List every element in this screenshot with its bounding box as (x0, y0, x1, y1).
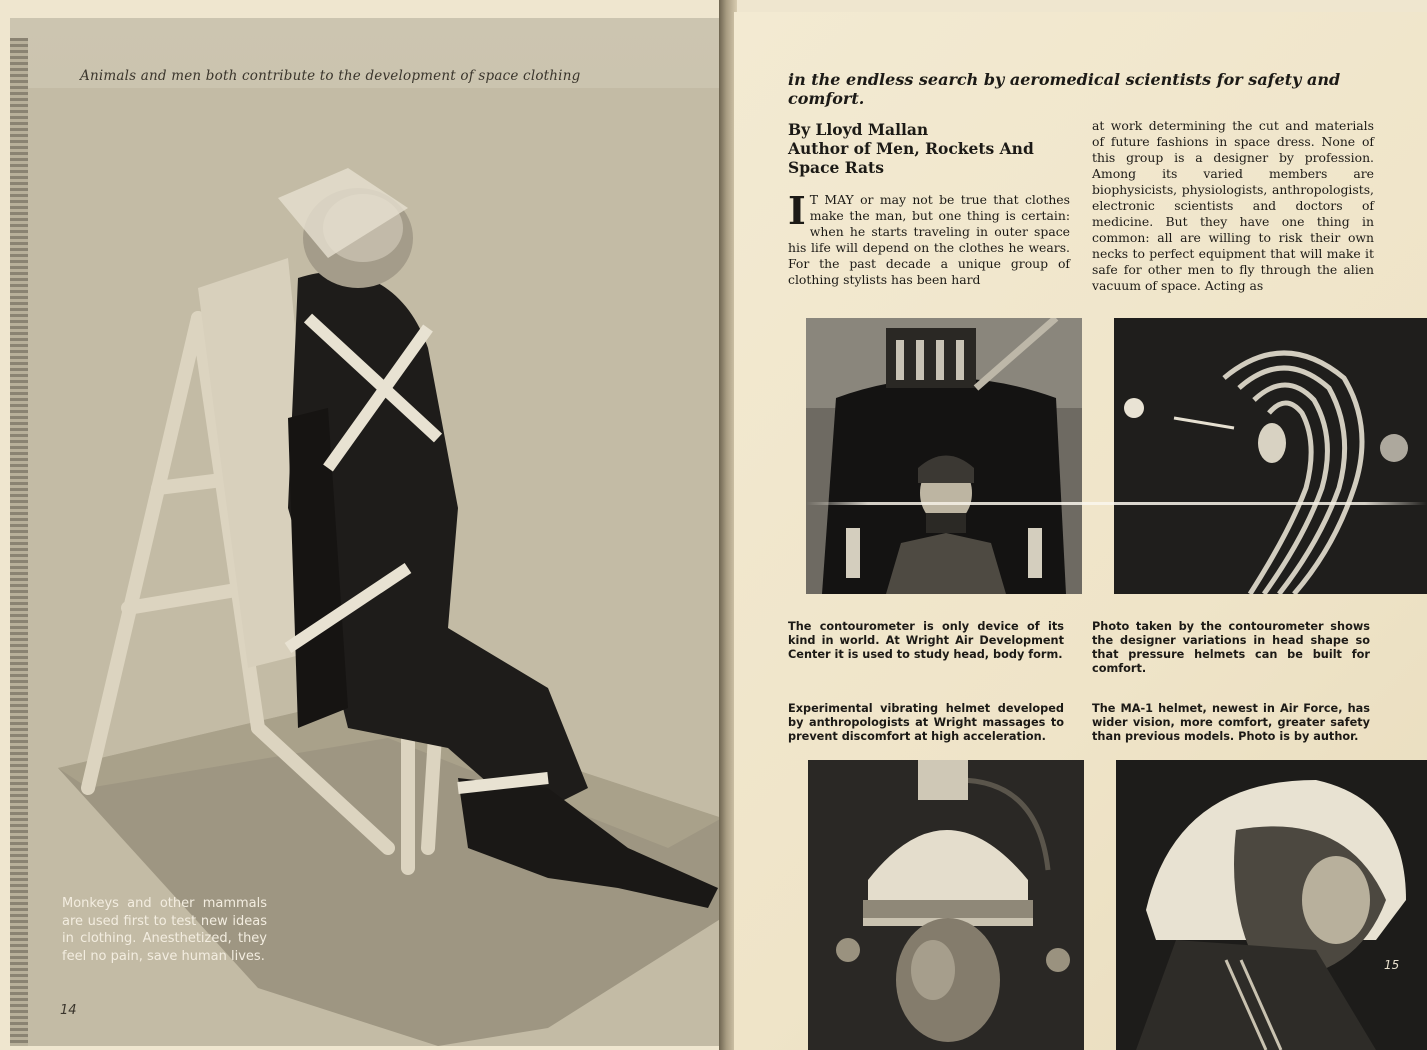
page-number: 14 (60, 1003, 77, 1018)
left-photo-caption: Monkeys and other mammals are used first to test new ideas in clothing. Anesthetized, they feel no pain, save human lives. (62, 896, 267, 964)
byline-credit: Author of Men, Rockets And (788, 139, 1034, 158)
page-edge (10, 38, 28, 1046)
caption-contourometer: The contourometer is only device of its kind in world. At Wright Air Development Center it is used to study head, body form. (788, 620, 1064, 661)
body-column-2: at work determining the cut and materials of future fashions in space dress. None of this group is a designer by profession. Among its varied members are biophysicists, physiologists, anthropologists, electronic scientists and doctors of medicine. But they have one thing in common: all are willing to risk their own necks to perfect equipment that will make it safe for other men to fly through the alien vacuum of space. Acting as (1092, 118, 1374, 293)
body-text-1: T MAY or may not be true that clothes make the man, but one thing is certain: when he starts traveling in outer space his life will depend on the clothes he wears. For the past decade a unique group of clothing stylists has been hard (788, 192, 1070, 287)
photo-ma1-helmet (1116, 760, 1427, 1050)
right-page (734, 12, 1427, 1050)
page-number: 15 (1384, 958, 1400, 972)
body-column-1 (788, 188, 1070, 288)
photo-contour-head (1114, 318, 1427, 594)
byline (788, 120, 1068, 177)
byline-author: By Lloyd Mallan (788, 120, 929, 139)
caption-contour-photo: Photo taken by the contourometer shows the designer variations in head shape so that pressure helmets can be built for comfort. (1092, 620, 1370, 675)
paper-crease (806, 502, 1427, 505)
photo-contourometer (806, 318, 1082, 594)
drop-cap: I (788, 188, 806, 233)
byline-credit-cont: Space Rats (788, 158, 884, 177)
left-page (10, 18, 722, 1046)
left-page-header: Animals and men both contribute to the development of space clothing (80, 68, 581, 84)
photo-vibrating-helmet (808, 760, 1084, 1050)
caption-ma1-helmet: The MA-1 helmet, newest in Air Force, has wider vision, more comfort, greater safety than previous models. Photo is by author. (1092, 702, 1370, 743)
caption-vibrating-helmet: Experimental vibrating helmet developed by anthropologists at Wright massages to prevent discomfort at high acceleration. (788, 702, 1064, 743)
right-page-header: in the endless search by aeromedical scientists for safety and comfort. (788, 70, 1341, 108)
